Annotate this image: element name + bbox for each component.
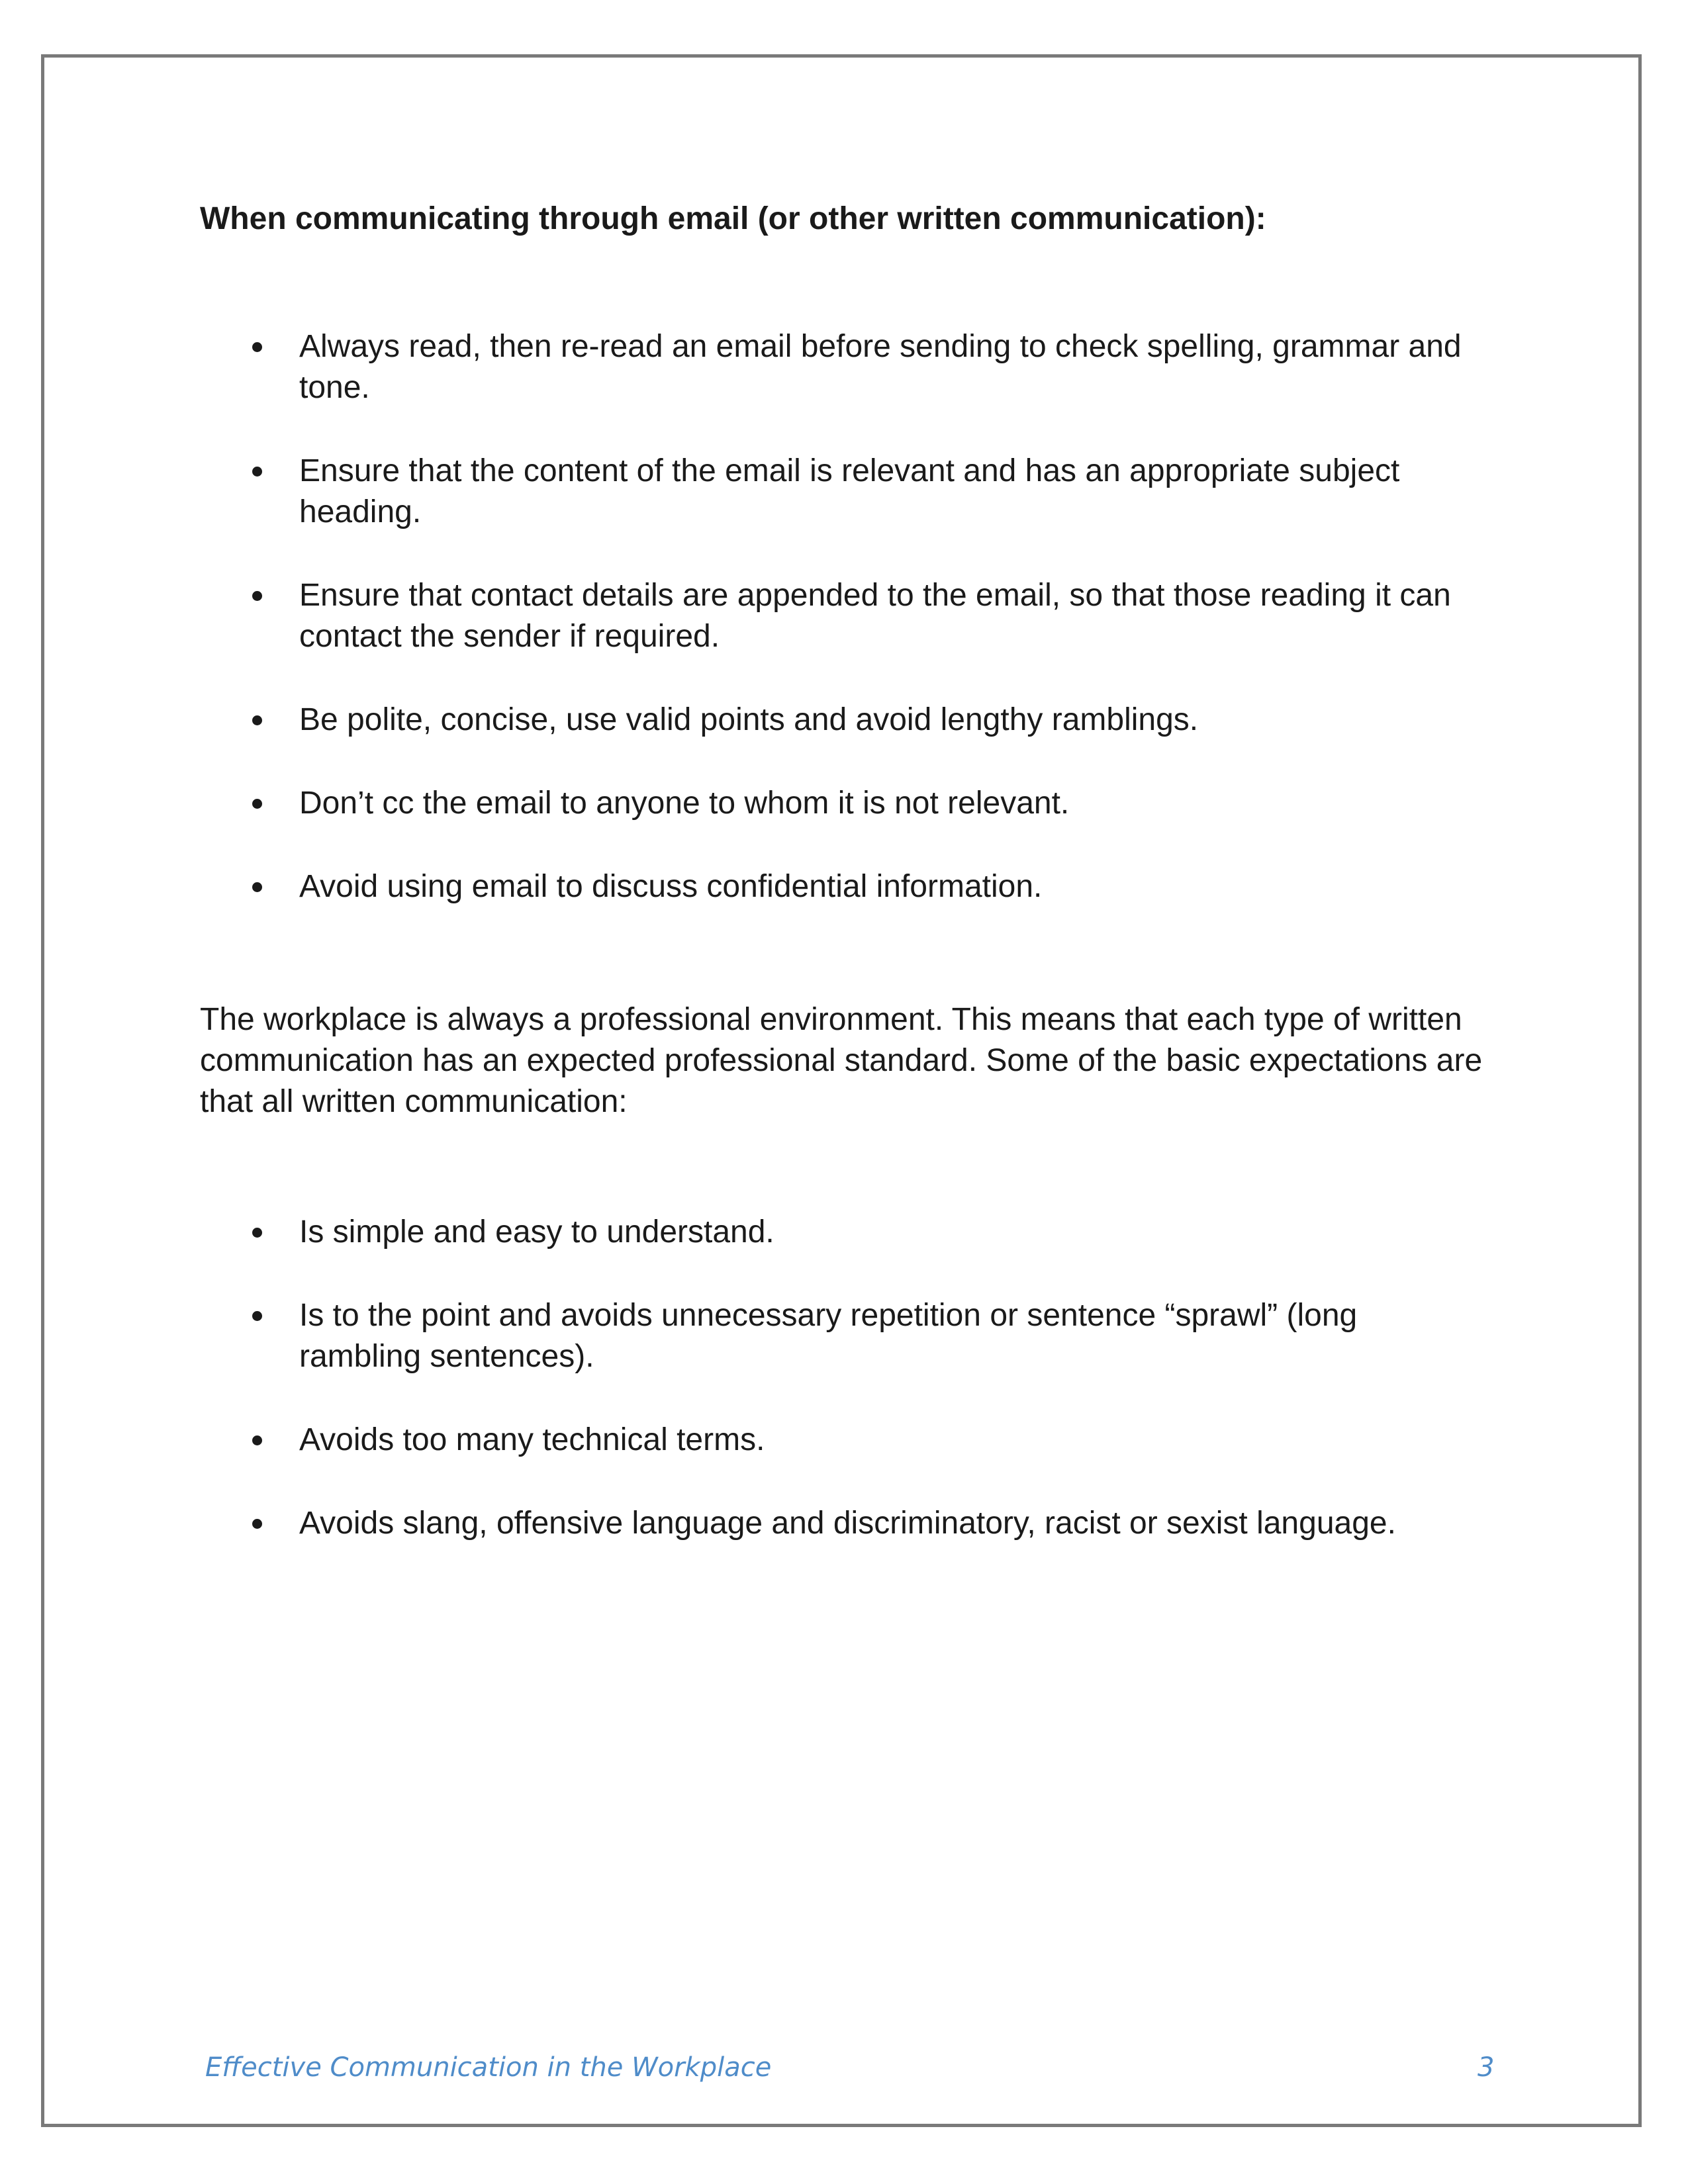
list-item (200, 700, 1484, 741)
list-item-text: Ensure that the content of the email is relevant and has an appropriate subject heading. (299, 453, 1400, 529)
footer-page-number: 3 (1477, 2052, 1495, 2083)
bullet-icon (252, 342, 262, 352)
bullet-icon (252, 1228, 262, 1238)
list-item (200, 866, 1484, 907)
list-item-text: Ensure that contact details are appended to the email, so that those reading it can contact the sender if required. (299, 578, 1451, 654)
body-paragraph: The workplace is always a professional environment. This means that each type of written communication has an expected professional standard. Some of the basic expectations are that all written communication: (200, 1002, 1483, 1119)
bullet-icon (252, 1519, 262, 1529)
list-item (200, 1295, 1484, 1377)
bullet-icon (252, 591, 262, 601)
list-item (200, 1420, 1484, 1461)
bullet-icon (252, 1435, 262, 1445)
bullet-icon (252, 799, 262, 809)
list-item (200, 1503, 1484, 1544)
list-item-text: Be polite, concise, use valid points and avoid lengthy ramblings. (299, 702, 1199, 737)
footer-document-title: Effective Communication in the Workplace (205, 2052, 772, 2083)
list-item-text: Is to the point and avoids unnecessary repetition or sentence “sprawl” (long rambling sentences). (299, 1298, 1358, 1374)
bullet-icon (252, 1311, 262, 1321)
list-item (200, 575, 1484, 657)
expectations-list (200, 1212, 1484, 1544)
bullet-icon (252, 882, 262, 892)
list-item (200, 451, 1484, 533)
list-item-text: Is simple and easy to understand. (299, 1214, 774, 1250)
bullet-icon (252, 715, 262, 725)
list-item-text: Avoids too many technical terms. (299, 1422, 765, 1457)
bullet-icon (252, 467, 262, 477)
list-item (200, 1212, 1484, 1253)
section-heading: When communicating through email (or other written communication): (200, 201, 1266, 236)
list-item (200, 326, 1484, 408)
list-item-text: Avoids slang, offensive language and discriminatory, racist or sexist language. (299, 1506, 1396, 1541)
list-item-text: Avoid using email to discuss confidential information. (299, 869, 1043, 904)
list-item (200, 783, 1484, 824)
list-item-text: Always read, then re-read an email before sending to check spelling, grammar and tone. (299, 329, 1462, 405)
list-item-text: Don’t cc the email to anyone to whom it is not relevant. (299, 786, 1070, 821)
email-tips-list (200, 326, 1484, 907)
